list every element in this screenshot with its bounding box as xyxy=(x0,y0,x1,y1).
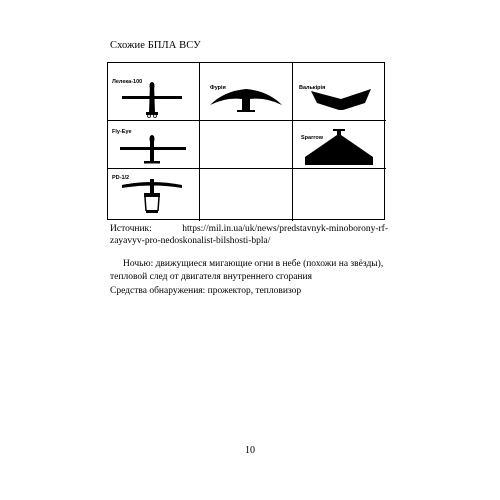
table-cell-empty-1 xyxy=(200,121,293,169)
pd-1-2-drone-icon xyxy=(108,169,200,221)
leleka-100-drone-icon xyxy=(108,63,200,121)
uav-table xyxy=(107,62,385,220)
sparrow-drone-icon xyxy=(293,121,386,169)
drone-label-valkiriia: Валькірія xyxy=(299,85,326,91)
fly-eye-drone-icon xyxy=(108,121,200,169)
valkiriia-drone-icon xyxy=(293,63,386,121)
table-cell-valkiriia xyxy=(293,63,386,121)
night-paragraph xyxy=(110,258,383,284)
table-cell-sparrow xyxy=(293,121,386,169)
drone-label-furiia: Фурія xyxy=(210,85,226,91)
furiia-drone-icon xyxy=(200,63,293,121)
source-url-part1[interactable]: https://mil.in.ua/uk/news/predstavnyk-minoborony-rf- xyxy=(182,224,388,234)
table-cell-empty-2 xyxy=(200,169,293,221)
source-block xyxy=(110,223,388,247)
table-cell-furiia xyxy=(200,63,293,121)
section-title: Схожие БПЛА ВСУ xyxy=(110,40,201,51)
drone-label-leleka: Лелека-100 xyxy=(112,79,143,85)
table-cell-empty-3 xyxy=(293,169,386,221)
night-line-1: Ночью: движущиеся мигающие огни в небе (похожи на звёзды), xyxy=(123,259,384,269)
drone-label-sparrow: Sparrow xyxy=(301,135,324,141)
table-cell-pd-1-2 xyxy=(108,169,200,221)
table-cell-leleka xyxy=(108,63,200,121)
page-number: 10 xyxy=(245,445,255,456)
drone-label-pd-1-2: PD-1/2 xyxy=(112,175,130,181)
detection-paragraph: Средства обнаружения: прожектор, тепловизор xyxy=(110,286,302,296)
table-cell-fly-eye xyxy=(108,121,200,169)
night-line-2: тепловой след от двигателя внутреннего сгорания xyxy=(110,272,312,282)
drone-label-fly-eye: Fly-Eye xyxy=(112,129,132,135)
source-label: Источник: xyxy=(110,224,152,234)
source-url-part2[interactable]: zayavyv-pro-nedoskonalist-bilshosti-bpla/ xyxy=(110,236,271,246)
